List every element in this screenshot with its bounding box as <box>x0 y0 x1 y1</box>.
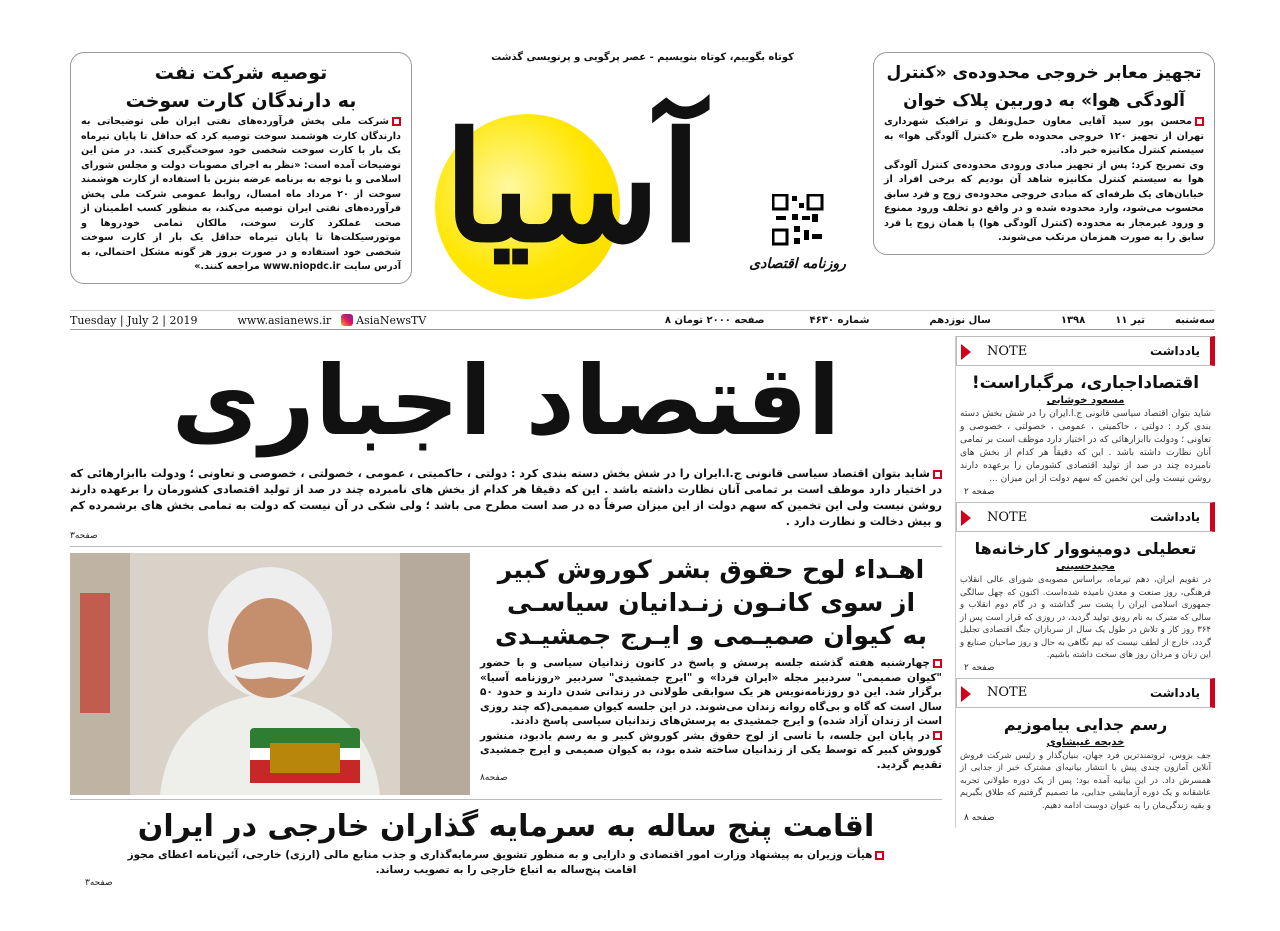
note-label-en: NOTE <box>987 343 1028 359</box>
divider <box>70 799 942 800</box>
bullet-square-icon <box>1195 117 1204 126</box>
story2 <box>70 553 942 795</box>
bullet-square-icon <box>933 659 942 668</box>
newspaper-page <box>70 52 1215 889</box>
right-news-box <box>873 52 1215 255</box>
website-link[interactable]: www.asianews.ir <box>237 313 332 327</box>
story2-headline-2: از سوی کانـون زنـدانیان سیاسـی <box>506 588 916 617</box>
story2-text <box>480 553 942 784</box>
note-section-2 <box>956 502 1215 678</box>
bullet-square-icon <box>392 117 401 126</box>
story2-headline <box>480 553 942 652</box>
weekday: سه‌شنبه <box>1175 314 1215 326</box>
note-label-fa: یادداشت <box>1150 344 1200 358</box>
publication-year: سال نوزدهم <box>929 314 991 326</box>
story2-headline-1: اهـداء لوح حقوق بشر کوروش کبیر <box>497 555 925 584</box>
arrow-right-icon <box>961 686 971 702</box>
story2-body-1: چهارشنبه هفته گذشته جلسه پرسش و پاسخ در کانون زندانیان سیاسی و با حضور "کیوان صمیمی" سردبیر مجله «ایران فردا» و "ایرج جمشیدی" سردبیر «روزنامه آسیا» برگزار شد. این دو روزنامه‌نویس هر یک سوابقی طولانی در زندانی شدن دارند و حدود ۵۰ سال است که گاه و بی‌گاه روانه زندان می‌شوند. در این جلسه کیوان صمیمی(که چند روزی است از زندان آزاد شده) و ایرج جمشیدی به پرسش‌های زندانیان سیاسی پاسخ دادند. <box>480 657 942 727</box>
main-column <box>70 336 942 889</box>
bullet-square-icon <box>933 731 942 740</box>
left-box-title-2: به دارندگان کارت سوخت <box>125 90 357 112</box>
note-section-3 <box>956 678 1215 829</box>
left-box-body: شرکت ملی پخش فرآورده‌های نفتی ایران طی توضیحاتی به دارندگان کارت هوشمند سوخت توصیه کرد که حداقل تا پایان تیرماه یک بار با کارت سوخت شخصی خود سوخت‌گیری کنند. در متن این توضیحات آمده است: «نظر به اجرای مصوبات دولت و مجلس شورای اسلامی و با توجه به برنامه عرضه بنزین با استفاده از کارت هوشمند سوخت از ۲۰ مرداد ماه امسال، روابط عمومی شرکت ملی پخش فرآورده‌های نفتی ایران توصیه می‌کند، به منظور کسب اطمینان از صحت عملکرد کارت سوخت، مالکان تمامی خودروها و موتورسیکلت‌ها تا پایان تیرماه حداقل یک بار از کارت سوخت شخصی خود استفاده و در صورت بروز هر گونه مشکل احتمالی، به آدرس سایت www.niopdc.ir مراجعه کنند.» <box>81 116 402 272</box>
note-body: در تقویم ایران، دهم تیرماه، براساس مصوبه‌ی شورای عالی انقلاب فرهنگی، روز صنعت و معدن نامیده شده‌است. اکنون که چهل سالگی جمهوری اسلامی ایران را پشت سر گذاشته و در گام دوم انقلاب و سالی که متبرک به نام رونق تولید گردید، در روزی که قرار است پس از ۳۶۴ روز کار و تلاش در طول یک سال از سربازان جنگ اقتصادی تجلیل گردد، خارج از لطف نیست که نیم نگاهی به حال و روز صاحبان صنایع و این زنان و مردان روز های سخت داشته باشیم. <box>960 575 1211 660</box>
main-lead-text: شاید بتوان اقتصاد سیاسی قانونی ج.ا.ایران را در شش بخش دسته بندی کرد : دولتی ، حاکمیتی ، عمومی ، خصولتی ، خصوصی و تعاونی ؛ ودولت باابزارهائی که در اختیار دارد موظف است بر تمامی آنان نظارت داشته باشد . این که دقیقا هر کدام از بخش های نامبرده چند در صد از تولید اقتصادی کشورمان را برعهده دارند روشن نیست ولی این تخمین که سهم دولت از این میزان صرفاً ده در صد است مطرح می باشد ؛ ولی شکی در آن نیست که دولت به تمامی بخش های برشمرده کم و بیش دخالت و نظارت دارد . <box>70 467 942 528</box>
qr-code-icon <box>772 194 824 246</box>
bullet-square-icon <box>933 470 942 479</box>
main-lead <box>70 466 942 530</box>
note-author: مجیدحسینی <box>1056 561 1115 572</box>
note-body: شاید بتوان اقتصاد سیاسی قانونی ج.ا.ایران را در شش بخش دسته بندی کرد : دولتی ، حاکمیتی ، عمومی ، خصولتی ، خصوصی و تعاونی ؛ ودولت باابزارهائی که در اختیار دارد موظف است بر تمامی آنان نظارت داشته باشد . این که دقیقاً هر کدام از بخش های نامبرده چند در صد از تولید اقتصادی کشورمان را برعهده دارند روشن نیست ولی این تخمین که سهم دولت از این میزان ... <box>960 409 1211 484</box>
notes-column <box>955 336 1215 828</box>
note-title: اقتصاداجباری، مرگباراست! <box>971 373 1200 393</box>
note-label-en: NOTE <box>987 509 1028 525</box>
right-box-body-1: محسن پور سید آقایی معاون حمل‌ونقل و ترافیک شهرداری تهران از تجهیز ۱۲۰ خروجی محدوده طرح «کنترل آلودگی هوا» به سیستم کنترل مکانیزه خبر داد. <box>884 116 1204 156</box>
right-box-body-2: وی تصریح کرد: پس از تجهیز مبادی ورودی محدوده‌ی کنترل آلودگی هوا به سیستم کنترل مکانیزه شاهد آن بودیم که برخی افراد از خیابان‌های یک طرفه‌ای که مبادی خروجی محدوده‌ی زوج و فرد سابق محسوب می‌شود، وارد محدوده شده و در واقع دو تخلف ورود ممنوع و ورود غیرمجاز به محدوده (کنترل آلودگی هوا) یا همان زوج یا فرد سابق را به صورت همزمان مرتکب می‌شوند. <box>884 159 1204 243</box>
main-page-ref[interactable]: صفحه۳ <box>70 531 98 541</box>
story3-body-text: هیأت وزیران به پیشنهاد وزارت امور اقتصادی و دارایی و به منظور تشویق سرمایه‌گذاری و جذب منابع مالی (ارزی) خارجی، آئین‌نامه اعطای مجوز اقامت پنج‌ساله به اتباع خارجی را به تصویب رساند. <box>127 849 873 876</box>
story2-page-ref[interactable]: صفحه۸ <box>480 773 508 783</box>
note-body: جف بزوس، ثروتمندترین فرد جهان، بنیان‌گذار و رئیس شرکت فروش آنلاین آمازون چندی پیش با انتشار بیانیه‌ای مشترک خبر از جدایی از همسرش داد. در این بیانیه آمده بود: پس از یک دوره طولانی تجربه عاشقانه و یک دوره آزمایشی جدایی، ما تصمیم گرفتیم که طلاق بگیریم و بقیه زندگی‌مان را به عنوان دوست ادامه دهیم. <box>960 750 1211 811</box>
issue-number: شماره ۴۶۳۰ <box>809 314 870 326</box>
masthead-tagline: کوتاه بگوییم، کوتاه بنویسیم - عصر پرگویی و پرنویسی گذشت <box>491 52 794 63</box>
masthead <box>423 52 863 302</box>
note-page-ref[interactable]: صفحه ۸ <box>964 813 995 823</box>
instagram-icon <box>341 314 353 326</box>
logo-side <box>733 194 863 272</box>
note-title: رسم جدایی بیاموزیم <box>1003 714 1168 734</box>
story2-headline-3: به کیوان صمیـمی و ایـرج جمشیـدی <box>494 621 928 650</box>
left-news-box <box>70 52 412 284</box>
story2-body-2: در پایان این جلسه، با تاسی از لوح حقوق بشر کوروش کبیر و به رسم یادبود، منشور کوروش کبیر که توسط یکی از زندانیان ساخته شده بود، به کیوان صمیمی و ایرج جمشیدی تقدیم گردید. <box>480 729 942 771</box>
divider <box>70 546 942 547</box>
right-box-title-2: آلودگی هوا» به دوربین پلاک خوان <box>903 91 1185 111</box>
note-author: خدیجه غبیشاوی <box>1046 736 1125 748</box>
story3-page-ref[interactable]: صفحه۳ <box>85 878 113 888</box>
date-en: Tuesday | July 2 | 2019 <box>70 313 198 327</box>
note-label-en: NOTE <box>987 685 1028 700</box>
content-row <box>70 336 1215 889</box>
bullet-square-icon <box>875 851 884 860</box>
logo-text: آسیا <box>443 100 702 276</box>
note-author: مسعود خوشابی <box>1046 395 1125 406</box>
right-box-title-1: تجهیز معابر خروجی محدوده‌ی «کنترل <box>886 63 1202 83</box>
note-page-ref[interactable]: صفحه ۲ <box>964 487 995 497</box>
info-bar <box>70 310 1215 330</box>
note-section-1 <box>956 336 1215 502</box>
top-section <box>70 52 1215 302</box>
main-headline: اقتصاد اجباری <box>171 345 841 457</box>
year-fa: ۱۳۹۸ <box>1060 314 1086 326</box>
logo-subtitle: روزنامه اقتصادی <box>749 256 846 272</box>
arrow-right-icon <box>961 344 971 360</box>
date-fa: ۱۱ تیر <box>1115 314 1146 326</box>
note-label-fa: یادداشت <box>1150 510 1200 524</box>
arrow-right-icon <box>961 510 971 526</box>
note-page-ref[interactable]: صفحه ۲ <box>964 662 995 673</box>
note-title: تعطیلی دومینووار کارخانه‌ها <box>974 539 1197 558</box>
story3-headline: اقامت پنج ساله به سرمایه گذاران خارجی در ایران <box>137 809 875 844</box>
note-label-fa: یادداشت <box>1150 685 1200 700</box>
story-photo <box>70 553 470 795</box>
instagram-handle[interactable]: AsiaNewsTV <box>356 313 427 327</box>
story2-body <box>480 656 942 772</box>
story3-body <box>70 848 942 877</box>
left-box-title-1: توصیه شرکت نفت <box>154 62 328 84</box>
pages-price: ۸ صفحه ۲۰۰۰ تومان <box>664 314 765 326</box>
logo <box>423 74 863 302</box>
